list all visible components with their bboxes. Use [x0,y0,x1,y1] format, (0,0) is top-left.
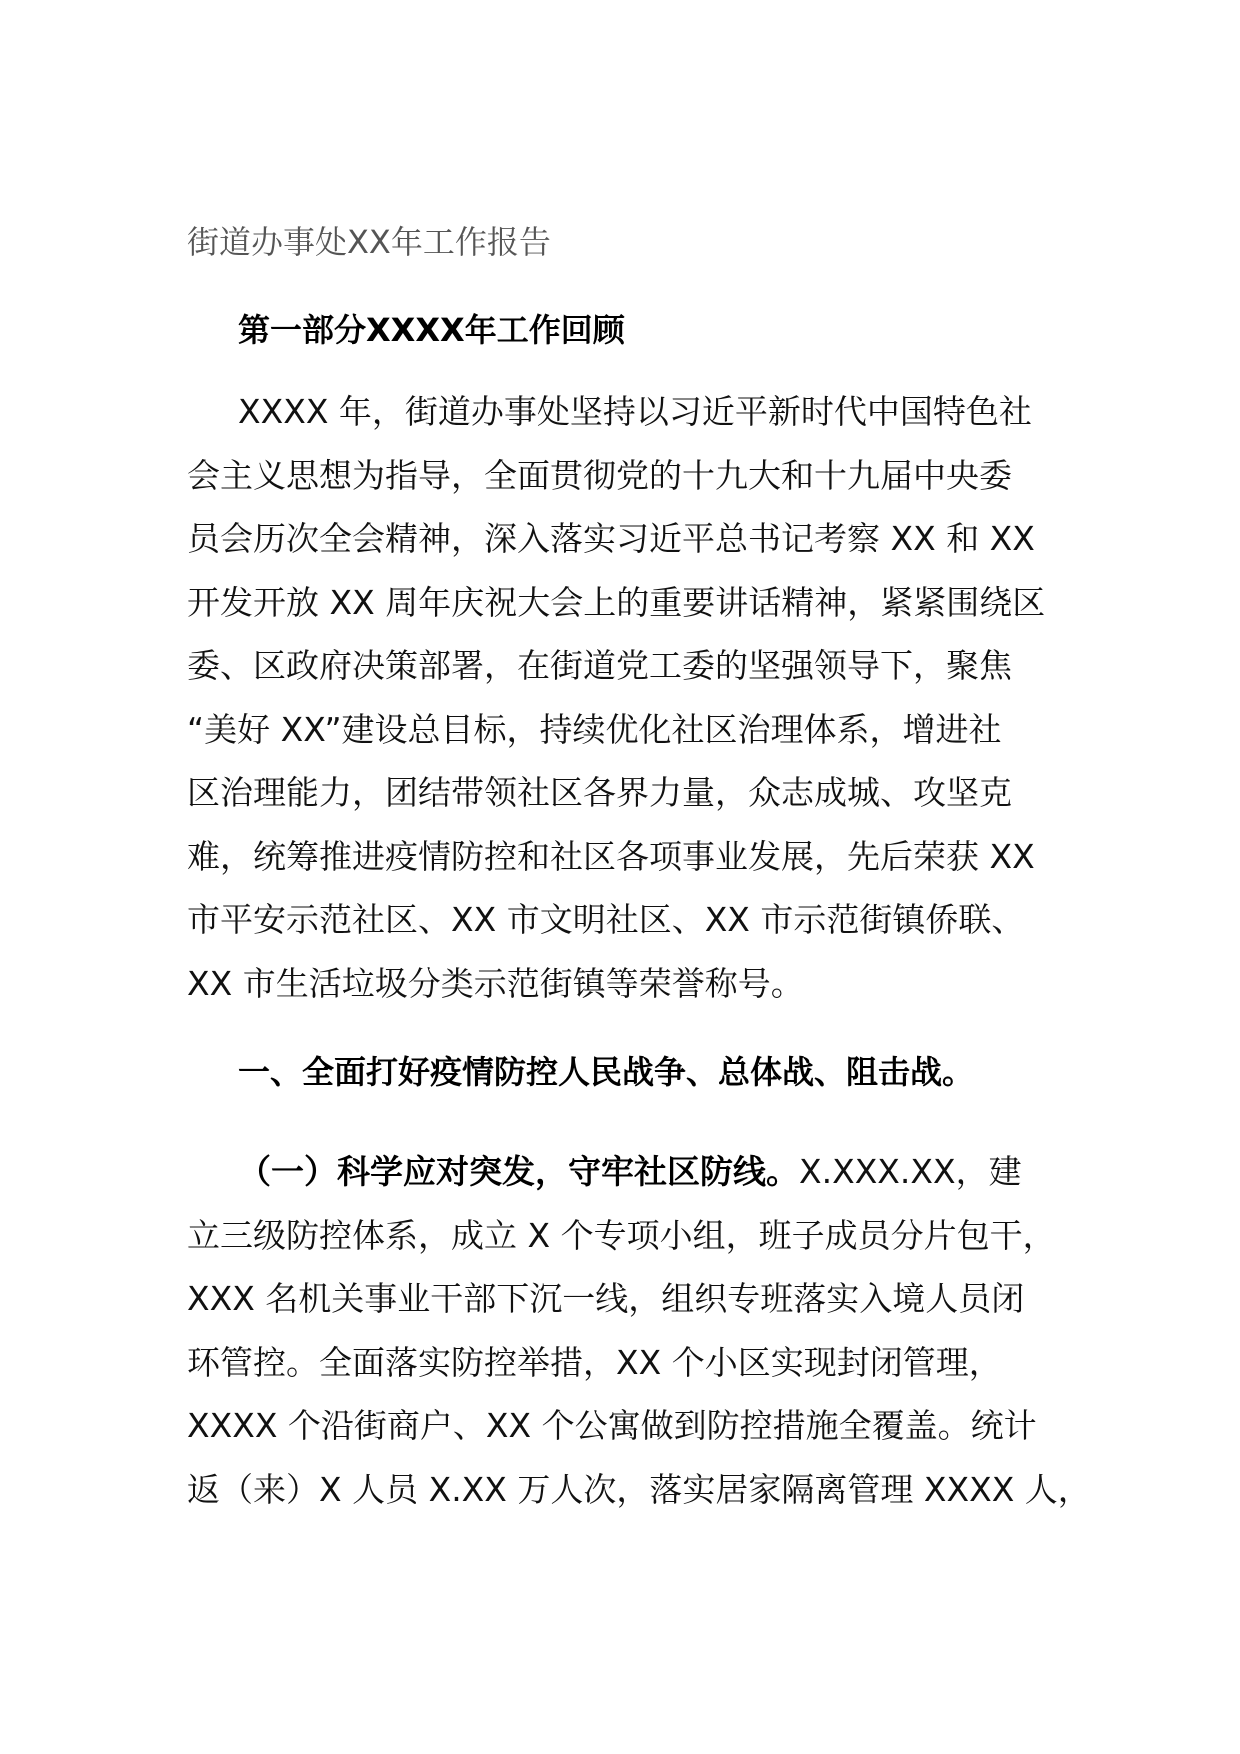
paragraph-line: 市平安示范社区、XX 市文明社区、XX 市示范街镇侨联、 [187,900,1025,939]
subsection-title: （一）科学应对突发，守牢社区防线。 [238,1152,799,1191]
paragraph-line: 会主义思想为指导，全面贯彻党的十九大和十九届中央委 [187,455,1012,495]
subsection-paragraph [187,1140,1091,1521]
subsection-first-line-text: X.XXX.XX，建 [799,1152,1022,1191]
section-heading: 一、全面打好疫情防控人民战争、总体战、阻击战。 [238,1053,975,1091]
paragraph-line: 员会历次全会精神，深入落实习近平总书记考察 XX 和 XX [187,519,1035,558]
document-title: 街道办事处XX年工作报告 [187,223,551,261]
paragraph-line: 难，统筹推进疫情防控和社区各项事业发展，先后荣获 XX [187,836,1035,876]
paragraph-line: XXXX 个沿街商户、XX 个公寓做到防控措施全覆盖。统计 [187,1406,1037,1445]
paragraph-line: XXX 名机关事业干部下沉一线，组织专班落实入境人员闭 [187,1279,1025,1318]
paragraph-line: 环管控。全面落实防控举措，XX 个小区实现封闭管理， [187,1342,1002,1382]
part-heading: 第一部分XXXX年工作回顾 [238,311,625,349]
paragraph-line: 返（来）X 人员 X.XX 万人次，落实居家隔离管理 XXXX 人， [187,1469,1091,1509]
paragraph-line: “美好 XX”建设总目标，持续优化社区治理体系，增进社 [187,709,1002,749]
paragraph-line: 立三级防控体系，成立 X 个专项小组，班子成员分片包干， [187,1215,1056,1255]
intro-paragraph [187,380,1067,1015]
paragraph-line: 开发开放 XX 周年庆祝大会上的重要讲话精神，紧紧围绕区 [187,582,1046,622]
paragraph-first-line [187,1140,1067,1204]
paragraph-line: 委、区政府决策部署，在街道党工委的坚强领导下，聚焦 [187,646,1012,685]
paragraph-line: 区治理能力，团结带领社区各界力量，众志成城、攻坚克 [187,773,1012,812]
paragraph-line: XX 市生活垃圾分类示范街镇等荣誉称号。 [187,963,804,1003]
paragraph-line: XXXX 年，街道办事处坚持以习近平新时代中国特色社 [238,392,1032,431]
